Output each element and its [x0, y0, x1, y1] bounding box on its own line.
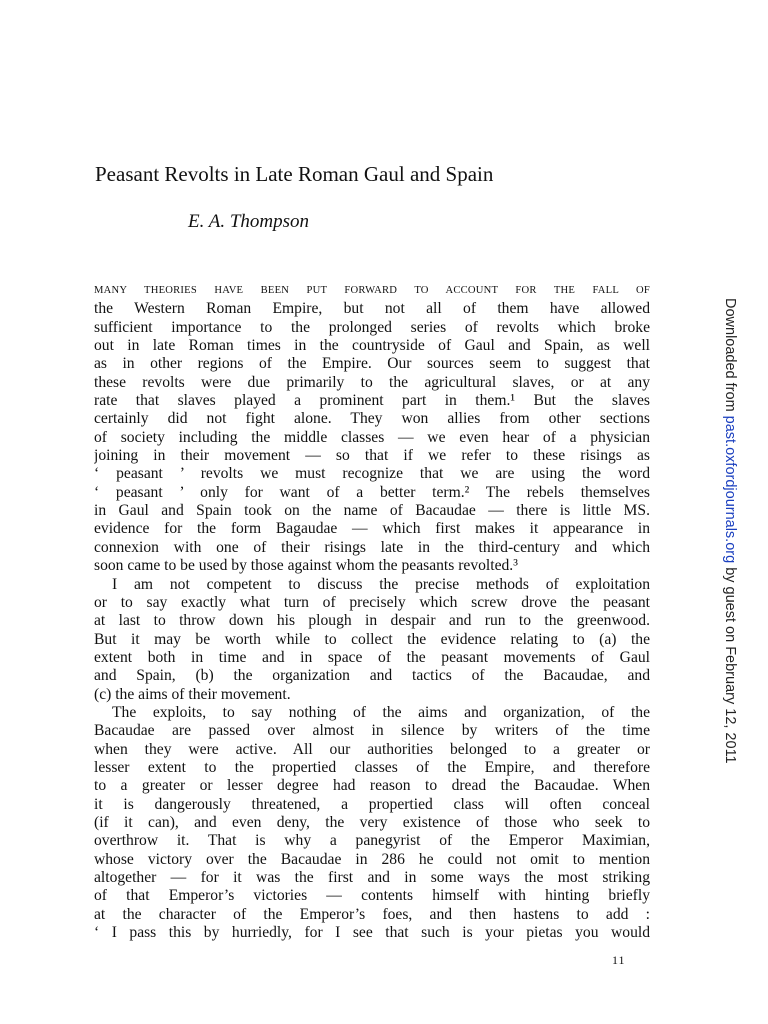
body-line: Bacaudae are passed over almost in silence by writers of the time	[94, 722, 650, 740]
download-note	[722, 298, 738, 764]
body-line: altogether — for it was the first and in some ways the most striking	[94, 869, 650, 886]
body-line: of that Emperor’s victories — contents himself with hinting briefly	[94, 887, 650, 905]
body-line: (c) the aims of their movement.	[94, 685, 291, 703]
body-line: sufficient importance to the prolonged series of revolts which broke	[94, 318, 650, 336]
body-line: to a greater or lesser degree had reason to dread the Bacaudae. When	[94, 777, 650, 795]
body-line: of society including the middle classes — we even hear of a physician	[94, 428, 650, 446]
body-line: lesser extent to the propertied classes of the Empire, and therefore	[94, 758, 650, 776]
body-line: MANY THEORIES HAVE BEEN PUT FORWARD TO ACCOUNT FOR THE FALL OF	[94, 285, 650, 296]
page-number: 11	[612, 953, 626, 967]
body-line: the Western Roman Empire, but not all of them have allowed	[94, 300, 650, 318]
download-note-suffix: by guest on February 12, 2011	[722, 563, 738, 764]
body-line: But it may be worth while to collect the evidence relating to (a) the	[94, 630, 650, 648]
body-line: when they were active. All our authorities belonged to a greater or	[94, 740, 650, 758]
body-line: or to say exactly what turn of precisely which screw drove the peasant	[94, 593, 650, 611]
body-line: out in late Roman times in the countryside of Gaul and Spain, as well	[94, 337, 650, 355]
article-author: E. A. Thompson	[188, 211, 310, 232]
body-line: joining in their movement — so that if we refer to these risings as	[94, 447, 650, 465]
article-title: Peasant Revolts in Late Roman Gaul and Spain	[95, 162, 494, 186]
body-line: connexion with one of their risings late in the third-century and which	[94, 538, 650, 556]
body-line: whose victory over the Bacaudae in 286 he could not omit to mention	[94, 850, 650, 868]
body-line: (if it can), and even deny, the very existence of those who seek to	[94, 813, 650, 831]
body-line: ‘ peasant ’ only for want of a better term.² The rebels themselves	[94, 483, 650, 501]
body-line: rate that slaves played a prominent part in them.¹ But the slaves	[94, 392, 650, 410]
body-line: these revolts were due primarily to the agricultural slaves, or at any	[94, 373, 650, 391]
body-line: as in other regions of the Empire. Our sources seem to suggest that	[94, 355, 650, 373]
body-line: at the character of the Emperor’s foes, and then hastens to add :	[94, 905, 650, 923]
body-line: certainly did not fight alone. They won allies from other sections	[94, 410, 650, 428]
body-line: evidence for the form Bagaudae — which first makes it appearance in	[94, 520, 650, 538]
body-line: ‘ peasant ’ revolts we must recognize that we are using the word	[94, 465, 650, 483]
body-line: at last to throw down his plough in despair and run to the greenwood.	[94, 612, 650, 630]
download-note-prefix: Downloaded from	[722, 298, 738, 416]
body-line: extent both in time and in space of the peasant movements of Gaul	[94, 648, 650, 666]
body-line: I am not competent to discuss the precise methods of exploitation	[112, 575, 650, 593]
body-line: it is dangerously threatened, a propertied class will often conceal	[94, 795, 650, 813]
article-body	[94, 282, 650, 942]
body-line: ‘ I pass this by hurriedly, for I see that such is your pietas you would	[94, 924, 650, 942]
download-source-link[interactable]: past.oxfordjournals.org	[722, 415, 738, 564]
body-line: soon came to be used by those against whom the peasants revolted.³	[94, 557, 518, 575]
body-line: The exploits, to say nothing of the aims and organization, of the	[112, 703, 650, 721]
body-line: in Gaul and Spain took on the name of Bacaudae — there is little MS.	[94, 502, 650, 520]
body-line: and Spain, (b) the organization and tactics of the Bacaudae, and	[94, 667, 650, 685]
body-line: overthrow it. That is why a panegyrist of the Emperor Maximian,	[94, 832, 650, 850]
